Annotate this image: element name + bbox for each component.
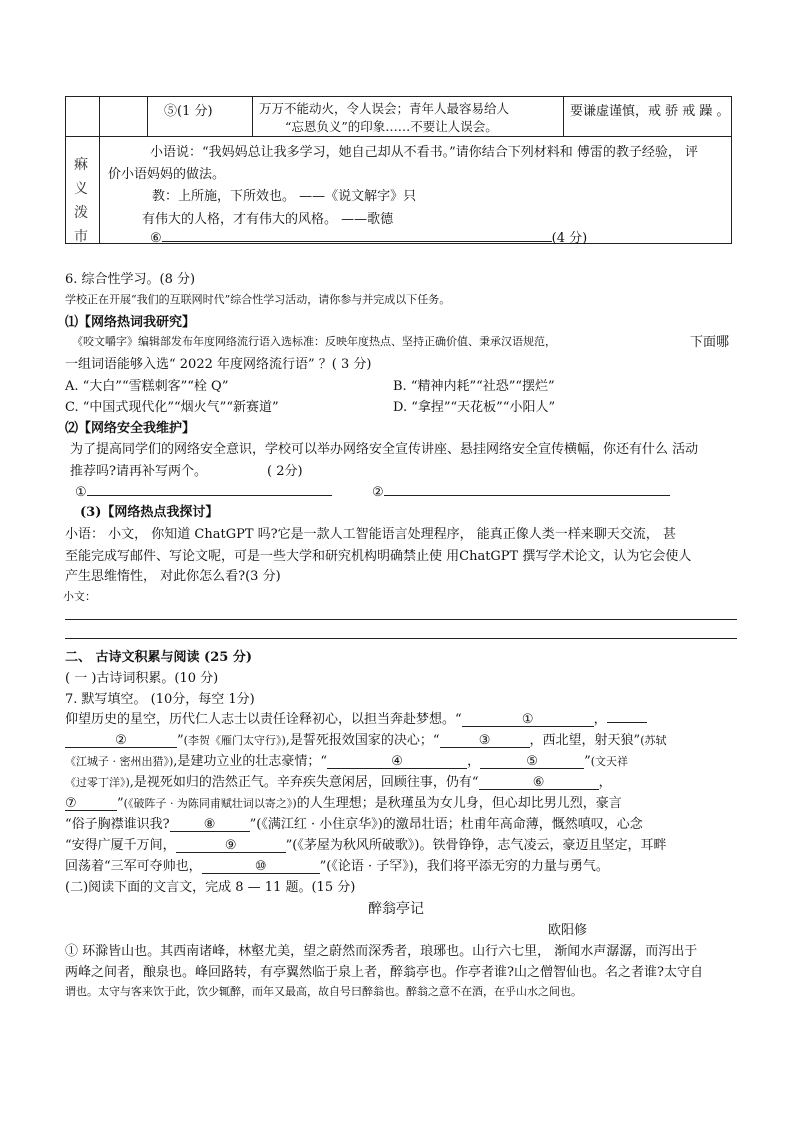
blank-10[interactable]	[202, 859, 320, 874]
q6-part2-answer-1	[75, 481, 332, 500]
section2-title: 二、 古诗文积累与阅读 (25 分)	[65, 650, 252, 665]
essay-line-3: 谓也。太守与客来饮于此，饮少辄醉，而年又最高，故自号曰醉翁也。醉翁之意不在酒，在乎山水之间也。	[65, 985, 582, 998]
q7-l5-source: (《破阵子 · 为陈同甫赋壮词以寄之》)	[123, 797, 297, 810]
q7-line-4	[65, 771, 612, 790]
q7-line-8	[65, 855, 609, 874]
q7-l3-source: 《江城子 · 密州出猎》)	[65, 755, 174, 768]
q6-part2-points: ( 2分)	[267, 464, 303, 479]
table-spacer-cell	[100, 97, 148, 137]
answer-blank-q6-1[interactable]	[87, 481, 332, 496]
blank-3[interactable]	[440, 733, 530, 748]
q6-option-a[interactable]: A. “大白”“雪糕刺客”“栓 Q”	[65, 379, 229, 394]
q7-l3-text: ,是建功立业的壮志豪情；“	[173, 754, 328, 769]
q7-l8-text-2: ”(《论语 · 子罕》)，我们将平添无穷的力量与勇气。	[319, 859, 609, 874]
row1-points: ⑤(1 分)	[164, 104, 213, 119]
row2-line-4: 有伟大的人格，才有伟大的风格。 ——歌德	[142, 212, 394, 227]
top-table	[65, 96, 732, 244]
q7-l4-source: 《过零丁洋》)	[65, 776, 130, 789]
q7-l5-quote: ”	[117, 796, 124, 811]
q7-l7-text: “安得广厦千万间，	[65, 838, 176, 853]
essay-line-2: 两峰之间者，酿泉也。峰回路转，有亭翼然临于泉上者，醉翁亭也。作亭者谁?山之僧智仙也。名之者谁?太守自	[65, 965, 703, 980]
q7-line-6	[65, 813, 643, 832]
q6-part2-text-2: 推荐吗?请再补写两个。	[70, 464, 207, 479]
row2-line-2: 价小语妈妈的做法。	[108, 167, 226, 182]
essay-title: 醉翁亭记	[368, 901, 424, 917]
q7-l6-text-2: ”(《满江红 · 小住京华》)的激昂壮语；杜甫年高命薄，慨然嗔叹，心念	[249, 817, 643, 832]
q7-line-3	[65, 750, 628, 769]
q7-l6-text: “俗子胸襟谁识我?	[65, 817, 170, 832]
answer-line-1[interactable]	[65, 619, 737, 620]
row2-answer-line	[150, 227, 587, 246]
q6-part3-text-2: 至能完成写邮件、写论文呢，可是一些大学和研究机构明确禁止使 用ChatGPT 撰写学术论文，认为它会使人	[65, 549, 692, 564]
side-label: 痳义泼巿	[74, 157, 88, 245]
q7-l2-source-2: (苏轼	[640, 734, 667, 747]
blank-4[interactable]	[327, 754, 467, 769]
q6-part3-title: (3)【网络热点我探讨】	[80, 505, 219, 520]
q6-option-d[interactable]: D. “拿捏”“天花板”“小阳人”	[393, 400, 556, 415]
row2-blank-number: ⑥	[150, 231, 162, 246]
blank-9[interactable]	[176, 838, 286, 853]
answer-blank-q6-2[interactable]	[384, 481, 670, 496]
q7-l3-source-2: (文天祥	[590, 755, 629, 768]
table-right-cell	[564, 97, 732, 137]
q7-l2-text: ,是誓死报效国家的决心；“	[285, 733, 440, 748]
row1-text-2: “忘恩负义”的印象……不要让人误会。	[285, 119, 498, 134]
q6-part2-title: ⑵【网络安全我维护】	[65, 421, 196, 436]
q6-option-b[interactable]: B. “精神内耗”“社恐”“摆烂”	[393, 379, 555, 394]
table-side-cell-bottom	[66, 137, 100, 244]
q6-part2-answer-2	[372, 481, 670, 500]
table-text-cell	[253, 97, 564, 137]
q6-part3-text-3: 产生思维惰性， 对此你怎么看?(3 分)	[65, 569, 281, 584]
q6-part1-text-1: 《咬文嚼字》编辑部发布年度网络流行语入选标准：反映年度热点、坚持正确价值、秉承汉语规范，	[72, 335, 556, 348]
q7-line-1	[65, 708, 647, 727]
blank-2-num: ②	[115, 733, 127, 748]
blank-6[interactable]	[479, 775, 599, 790]
blank-8[interactable]	[170, 817, 250, 832]
blank-4-num: ④	[391, 754, 403, 769]
table-points-cell	[148, 97, 253, 137]
blank-7[interactable]	[65, 796, 117, 811]
blank-9-num: ⑨	[224, 838, 237, 853]
q6-part1-text-2: 一组词语能够入选“ 2022 年度网络流行语” ？( 3 分)	[65, 357, 372, 372]
q6-part3-text-1: 小语： 小文， 你知道 ChatGPT 吗?它是一款人工智能语言处理程序， 能真正像人类一样来聊天交流， 甚	[65, 527, 676, 542]
blank-5-num: ⑤	[526, 754, 538, 769]
q6-part2-text-1: 为了提高同学们的网络安全意识，学校可以举办网络安全宣传讲座、悬挂网络安全宣传横幅，你还有什么 活动	[70, 442, 699, 457]
table-question-cell	[100, 137, 732, 244]
q7-l3-quote: ”	[584, 754, 591, 769]
q7-l3-comma: ，	[467, 754, 481, 769]
q6-part2-blank-2-label: ②	[372, 485, 384, 500]
blank-10-num: ⑩	[254, 859, 267, 874]
q6-part1-title: ⑴【网络热词我研究】	[65, 315, 196, 330]
table-side-cell-top	[66, 97, 100, 137]
blank-1[interactable]	[462, 712, 594, 727]
blank-6-num: ⑥	[532, 775, 545, 790]
q7-l2-text-2: ，西北望，射天狼”	[529, 733, 641, 748]
q6-option-c[interactable]: C. “中国式现代化”“烟火气”“新赛道”	[65, 400, 279, 415]
q7-l2-source: (李贺《雁门太守行》)	[183, 734, 286, 747]
q7-l4-comma: ，	[598, 775, 612, 790]
q7-l2-quote: ”	[177, 733, 184, 748]
q7-l8-text: 回荡着“三军可夺帅也，	[65, 859, 202, 874]
q7-l7-text-2: ”(《茅屋为秋风所破歌》)。铁骨铮铮，志气凌云，豪迈且坚定，耳畔	[285, 838, 667, 853]
row1-right-text: 要谦虚谨慎，戒 骄 戒 躁 。	[570, 104, 730, 119]
blank-8-num: ⑧	[203, 817, 216, 832]
q7-l4-text: ,是视死如归的浩然正气。辛弃疾失意闲居，回顾往事，仍有“	[129, 775, 479, 790]
q7-title: 7. 默写填空。 (10分，每空 1分)	[65, 692, 255, 707]
section2-sub2: (二)阅读下面的文言文，完成 8 — 11 题。(15 分)	[65, 880, 356, 895]
blank-5[interactable]	[480, 754, 584, 769]
blank-7-num: ⑦	[65, 796, 77, 811]
row1-text-1: 万万不能动火，令人误会；青年人最容易给人	[259, 101, 510, 116]
essay-author: 欧阳修	[548, 923, 588, 938]
blank-3-num: ③	[478, 733, 491, 748]
q7-line-5	[65, 792, 622, 811]
q6-part2-blank-1-label: ①	[75, 485, 87, 500]
blank-2[interactable]	[65, 733, 177, 748]
q6-part1-text-1b: 下面哪	[690, 335, 730, 350]
essay-line-1: ① 环滁皆山也。其西南诸峰，林壑尤美，望之蔚然而深秀者，琅琊也。山行六七里， 渐闻水声潺潺，而泻出于	[65, 944, 698, 959]
q7-l5-text: 的人生理想；是秋瑾虽为女儿身，但心却比男儿烈，豪言	[296, 796, 622, 811]
q6-title: 6. 综合性学习。(8 分)	[65, 272, 196, 287]
blank-1b[interactable]	[607, 708, 647, 723]
row2-points: (4 分)	[551, 231, 588, 246]
q6-part3-answer-label: 小文：	[63, 590, 96, 603]
answer-blank-6[interactable]	[162, 227, 552, 242]
q7-l1-comma: ，	[593, 712, 607, 727]
blank-1-num: ①	[521, 712, 534, 727]
row2-line-3: 教：上所施，下所效也。 ——《说文解字》只	[152, 189, 417, 204]
section2-sub1: ( 一 )古诗词积累。(10 分)	[65, 671, 219, 686]
row2-line-1: 小语说：“我妈妈总让我多学习，她自己却从不看书。”请你结合下列材料和 傅雷的教子经验， 评	[150, 145, 699, 160]
q7-line-2	[65, 729, 666, 748]
q7-line-7	[65, 834, 666, 853]
q6-intro: 学校正在开展“我们的互联网时代”综合性学习活动，请你参与并完成以下任务。	[65, 293, 451, 306]
answer-line-2[interactable]	[65, 638, 737, 639]
q7-l1-text: 仰望历史的星空，历代仁人志士以责任诠释初心，以担当奔赴梦想。“	[65, 712, 462, 727]
